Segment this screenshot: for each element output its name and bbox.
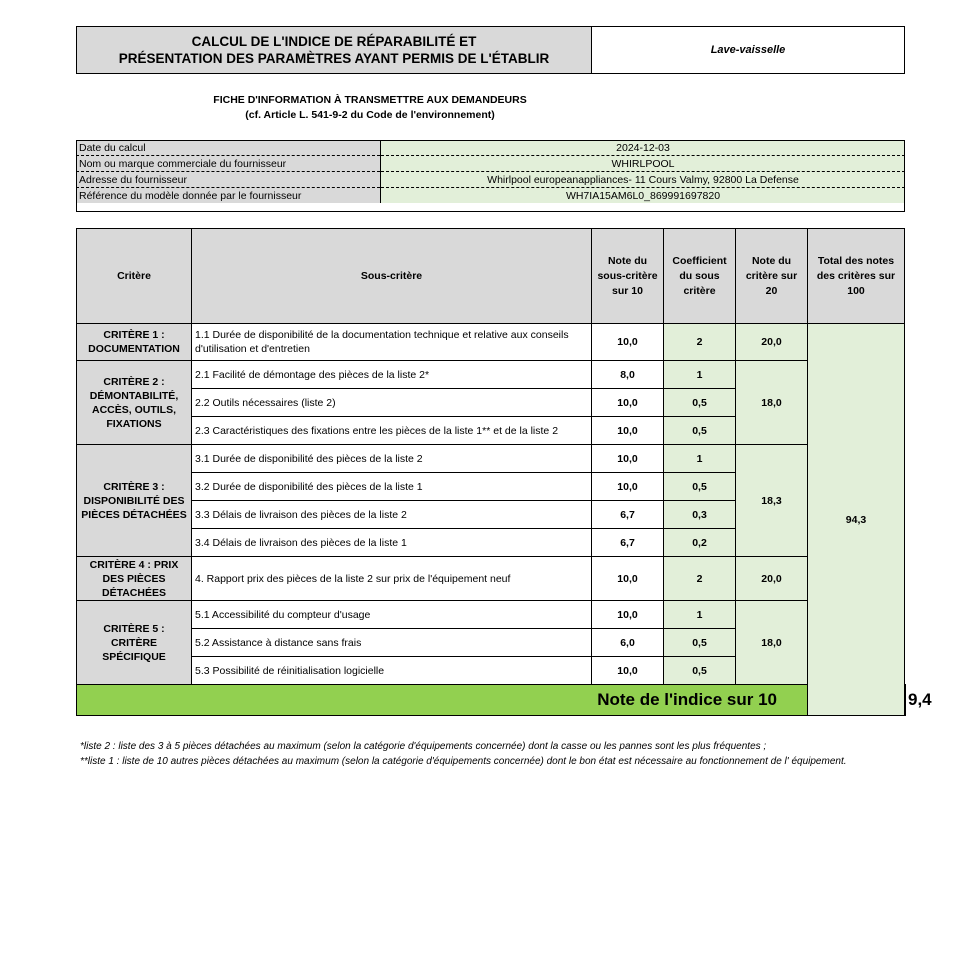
sub-criterion: 3.1 Durée de disponibilité des pièces de la liste 2 (192, 445, 592, 473)
footnote-2: **liste 1 : liste de 10 autres pièces détachées au maximum (selon la catégorie d'équipements concernée) dont le bon état est nécessaire au fonctionnement de l' équipement. (80, 756, 847, 767)
sub-note: 10,0 (592, 445, 664, 473)
criterion-score: 20,0 (736, 557, 808, 601)
criterion-score: 18,3 (736, 445, 808, 557)
info-value: WHIRLPOOL (381, 156, 906, 172)
criterion-3: CRITÈRE 3 : DISPONIBILITÉ DES PIÈCES DÉTACHÉES (77, 445, 192, 557)
sub-criterion: 1.1 Durée de disponibilité de la documentation technique et relative aux conseils d'utilisation et d'entretien (192, 324, 592, 361)
table-row (77, 557, 906, 601)
page-title (76, 26, 592, 74)
sub-note: 6,7 (592, 501, 664, 529)
sub-coef: 0,5 (664, 473, 736, 501)
info-label: Adresse du fournisseur (76, 172, 381, 188)
final-label: Note de l'indice sur 10 (77, 685, 808, 716)
criterion-score: 18,0 (736, 361, 808, 445)
subtitle (150, 93, 590, 123)
sub-coef: 1 (664, 361, 736, 389)
sub-criterion: 3.3 Délais de livraison des pièces de la liste 2 (192, 501, 592, 529)
info-row (76, 188, 905, 204)
criterion-score: 18,0 (736, 601, 808, 685)
col-sous-critere: Sous-critère (192, 229, 592, 324)
product-type: Lave-vaisselle (592, 26, 905, 74)
sub-coef: 0,2 (664, 529, 736, 557)
info-row (76, 140, 905, 156)
sub-criterion: 2.3 Caractéristiques des fixations entre les pièces de la liste 1** et de la liste 2 (192, 417, 592, 445)
col-coef: Coefficient du sous critère (664, 229, 736, 324)
final-score: 9,4 (905, 685, 906, 716)
footnotes (80, 739, 900, 769)
info-label: Référence du modèle donnée par le fournisseur (76, 188, 381, 204)
sub-criterion: 5.3 Possibilité de réinitialisation logicielle (192, 657, 592, 685)
sub-note: 10,0 (592, 557, 664, 601)
sub-criterion: 3.2 Durée de disponibilité des pièces de la liste 1 (192, 473, 592, 501)
final-row (77, 685, 906, 716)
criterion-1: CRITÈRE 1 : DOCUMENTATION (77, 324, 192, 361)
sub-coef: 1 (664, 601, 736, 629)
info-label: Nom ou marque commerciale du fournisseur (76, 156, 381, 172)
header (76, 26, 905, 74)
criterion-5: CRITÈRE 5 : CRITÈRE SPÉCIFIQUE (77, 601, 192, 685)
sub-note: 8,0 (592, 361, 664, 389)
table-row (77, 445, 906, 473)
info-value: 2024-12-03 (381, 140, 906, 156)
info-value: Whirlpool europeanappliances- 11 Cours Valmy, 92800 La Defense (381, 172, 906, 188)
table-row (77, 601, 906, 629)
col-note-sous: Note du sous-critère sur 10 (592, 229, 664, 324)
sub-note: 10,0 (592, 657, 664, 685)
sub-criterion: 4. Rapport prix des pièces de la liste 2 sur prix de l'équipement neuf (192, 557, 592, 601)
col-critere: Critère (77, 229, 192, 324)
sub-coef: 0,5 (664, 417, 736, 445)
col-note-critere: Note du critère sur 20 (736, 229, 808, 324)
sub-criterion: 2.1 Facilité de démontage des pièces de la liste 2* (192, 361, 592, 389)
sub-criterion: 3.4 Délais de livraison des pièces de la liste 1 (192, 529, 592, 557)
score-table (76, 228, 932, 716)
supplier-info-table (76, 140, 905, 203)
col-total: Total des notes des critères sur 100 (808, 229, 905, 324)
sub-coef: 2 (664, 324, 736, 361)
subtitle-line-1: FICHE D'INFORMATION À TRANSMETTRE AUX DEMANDEURS (213, 94, 527, 106)
table-row (77, 361, 906, 389)
sub-criterion: 2.2 Outils nécessaires (liste 2) (192, 389, 592, 417)
info-label: Date du calcul (76, 140, 381, 156)
title-line-1: CALCUL DE L'INDICE DE RÉPARABILITÉ ET (191, 34, 477, 49)
sub-criterion: 5.1 Accessibilité du compteur d'usage (192, 601, 592, 629)
sub-note: 6,7 (592, 529, 664, 557)
info-row (76, 156, 905, 172)
sub-coef: 0,5 (664, 629, 736, 657)
info-value: WH7IA15AM6L0_869991697820 (381, 188, 906, 204)
table-row (77, 324, 906, 361)
sub-note: 6,0 (592, 629, 664, 657)
criterion-2: CRITÈRE 2 : DÉMONTABILITÉ, ACCÈS, OUTILS, FIXATIONS (77, 361, 192, 445)
sub-coef: 0,5 (664, 389, 736, 417)
sub-coef: 0,3 (664, 501, 736, 529)
info-row (76, 172, 905, 188)
sub-note: 10,0 (592, 601, 664, 629)
title-line-2: PRÉSENTATION DES PARAMÈTRES AYANT PERMIS DE L'ÉTABLIR (118, 51, 550, 66)
criterion-4: CRITÈRE 4 : PRIX DES PIÈCES DÉTACHÉES (77, 557, 192, 601)
sub-note: 10,0 (592, 417, 664, 445)
table-header-row (77, 229, 906, 324)
sub-note: 10,0 (592, 389, 664, 417)
sub-note: 10,0 (592, 473, 664, 501)
footnote-1: *liste 2 : liste des 3 à 5 pièces détachées au maximum (selon la catégorie d'équipements concernée) dont la casse ou les pannes sont les plus fréquentes ; (80, 741, 767, 752)
total-score: 94,3 (808, 324, 905, 716)
sub-criterion: 5.2 Assistance à distance sans frais (192, 629, 592, 657)
sub-coef: 1 (664, 445, 736, 473)
criterion-score: 20,0 (736, 324, 808, 361)
subtitle-line-2: (cf. Article L. 541-9-2 du Code de l'environnement) (245, 109, 495, 121)
sub-note: 10,0 (592, 324, 664, 361)
sub-coef: 2 (664, 557, 736, 601)
sub-coef: 0,5 (664, 657, 736, 685)
